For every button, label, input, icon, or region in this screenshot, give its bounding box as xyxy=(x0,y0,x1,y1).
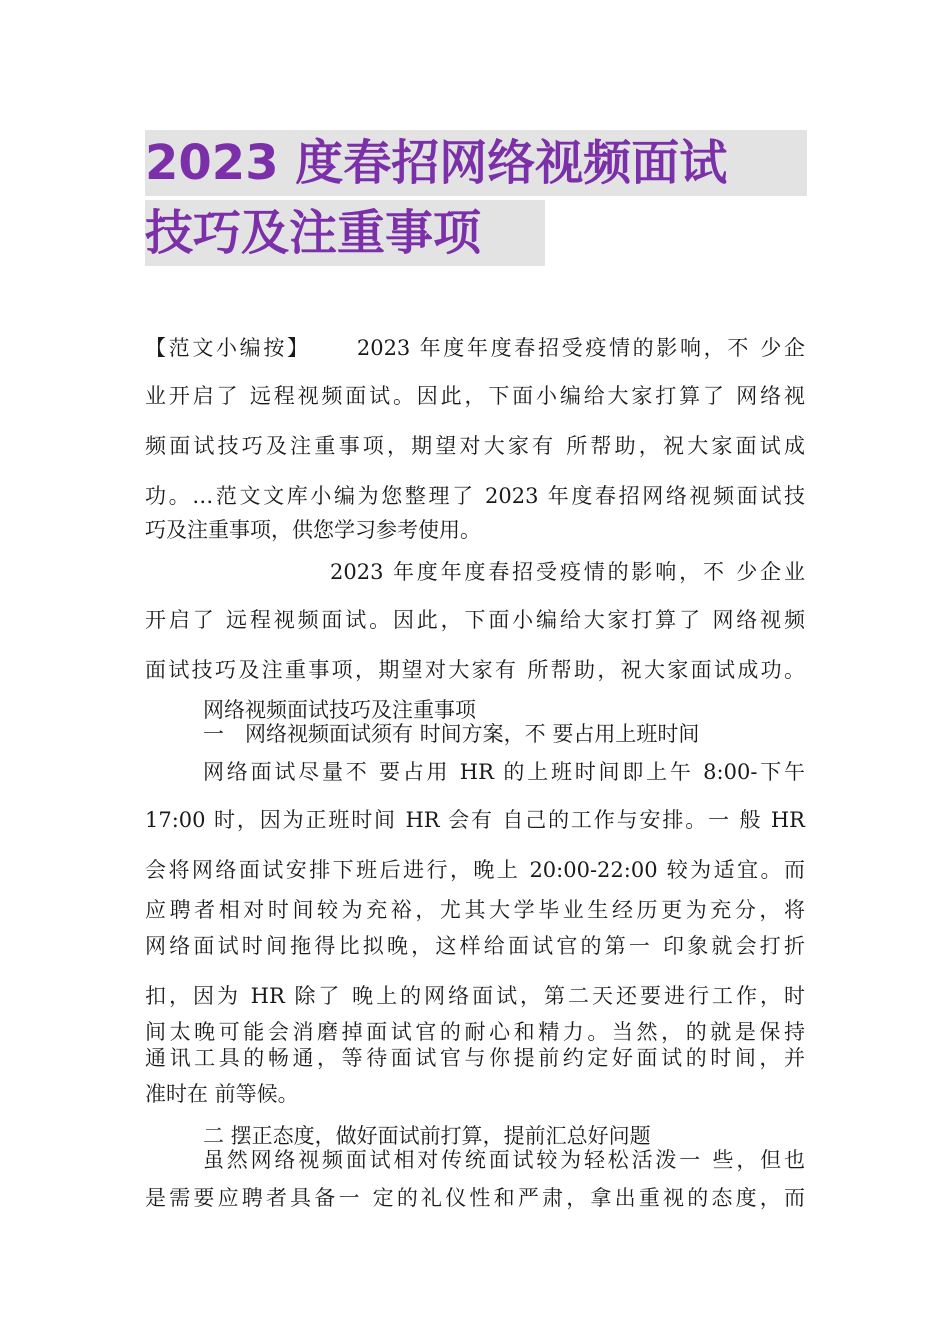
paragraph-line: 网络面试尽量不 要占用 HR 的上班时间即上午 8:00-下午 xyxy=(203,760,805,784)
paragraph-line: 业开启了 远程视频面试。因此，下面小编给大家打算了 网络视 xyxy=(145,384,805,408)
paragraph-line: 是需要应聘者具备一 定的礼仪性和严肃，拿出重视的态度，而 xyxy=(145,1186,805,1210)
paragraph-line: 巧及注重事项，供您学习参考使用。 xyxy=(145,518,481,542)
paragraph-line: 间太晚可能会消磨掉面试官的耐心和精力。当然，的就是保持 xyxy=(145,1020,805,1044)
paragraph-line: 会将网络面试安排下班后进行，晚上 20:00-22:00 较为适宜。而 xyxy=(145,858,805,882)
paragraph-line: 应聘者相对时间较为充裕，尤其大学毕业生经历更为充分，将 xyxy=(145,898,805,922)
paragraph-line: 17:00 时，因为正班时间 HR 会有 自己的工作与安排。一 般 HR xyxy=(145,808,805,832)
section-heading: 二 摆正态度，做好面试前打算，提前汇总好问题 xyxy=(203,1124,651,1148)
paragraph-line: 面试技巧及注重事项，期望对大家有 所帮助，祝大家面试成功。 xyxy=(145,658,805,682)
paragraph-line: 频面试技巧及注重事项，期望对大家有 所帮助，祝大家面试成 xyxy=(145,434,805,458)
document-title-line-2: 技巧及注重事项 xyxy=(145,200,545,266)
paragraph-line: 准时在 前等候。 xyxy=(145,1082,299,1106)
paragraph-line: 开启了 远程视频面试。因此，下面小编给大家打算了 网络视频 xyxy=(145,608,805,632)
paragraph-line: 扣，因为 HR 除了 晚上的网络面试，第二天还要进行工作，时 xyxy=(145,984,805,1008)
paragraph-line: 虽然网络视频面试相对传统面试较为轻松活泼一 些，但也 xyxy=(203,1148,805,1172)
section-heading: 一 网络视频面试须有 时间方案，不 要占用上班时间 xyxy=(203,722,700,746)
paragraph-line: 通讯工具的畅通，等待面试官与你提前约定好面试的时间，并 xyxy=(145,1046,805,1070)
paragraph-line: 功。…范文文库小编为您整理了 2023 年度春招网络视频面试技 xyxy=(145,484,805,508)
document-title-line-1: 2023 度春招网络视频面试 xyxy=(145,130,807,196)
paragraph-line: 【范文小编按】 2023 年度年度春招受疫情的影响，不 少企 xyxy=(145,336,805,360)
paragraph-line: 2023 年度年度春招受疫情的影响，不 少企业 xyxy=(330,560,805,584)
section-heading: 网络视频面试技巧及注重事项 xyxy=(203,698,476,722)
paragraph-line: 网络面试时间拖得比拟晚，这样给面试官的第一 印象就会打折 xyxy=(145,934,805,958)
